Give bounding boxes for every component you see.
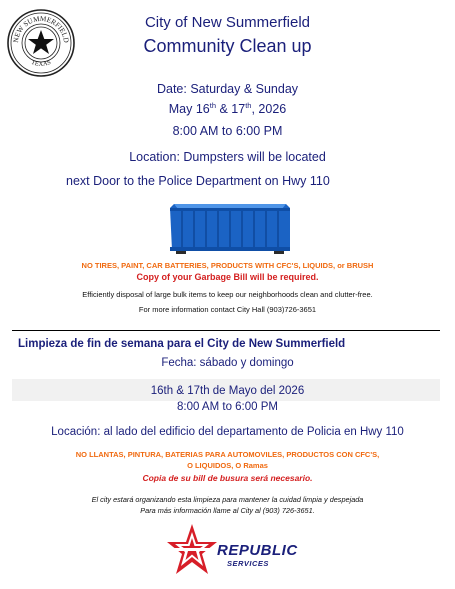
- seal-text-bottom: TEXAS: [30, 58, 52, 68]
- date-label: Date: Saturday & Sunday: [156, 82, 299, 96]
- english-purpose: Efficiently disposal of large bulk items to keep our neighborhoods clean and clutter-free.: [82, 290, 373, 299]
- page-title: City of New Summerfield: [144, 14, 311, 31]
- spanish-heading: Limpieza de fin de semana para el City de New Summerfield: [18, 338, 346, 350]
- location-line-2: next Door to the Police Department on Hwy 110: [66, 174, 330, 188]
- event-dates: [0, 102, 455, 116]
- republic-services-logo: [167, 522, 307, 580]
- spanish-time: 8:00 AM to 6:00 PM: [176, 401, 278, 413]
- spanish-location: Locación: al lado del edificio del departamento de Policia en Hwy 110: [51, 426, 404, 438]
- dumpster-image: [168, 198, 294, 256]
- event-time: 8:00 AM to 6:00 PM: [172, 124, 283, 138]
- dates-part-3: , 2026: [251, 102, 287, 116]
- seal-text-top: NEW SUMMERFIELD: [11, 14, 71, 44]
- dates-part-2: & 17: [216, 102, 246, 116]
- page-subtitle: Community Clean up: [143, 36, 312, 56]
- english-warning: NO TIRES, PAINT, CAR BATTERIES, PRODUCTS WITH CFC'S, LIQUIDS, or BRUSH: [81, 261, 374, 270]
- republic-star-icon: [167, 522, 217, 578]
- section-divider: [12, 330, 440, 331]
- spanish-purpose-line-2: Para más información llame al City al (903) 726-3651.: [140, 506, 315, 515]
- spanish-warning-line-1: NO LLANTAS, PINTURA, BATERIAS PARA AUTOMOVILES, PRODUCTOS CON CFC'S,: [75, 450, 380, 459]
- location-line-1: Location: Dumpsters will be located: [129, 150, 326, 164]
- dumpster-icon: [168, 198, 294, 256]
- english-contact: For more information contact City Hall (903)726-3651: [138, 305, 317, 314]
- spanish-date-label: Fecha: sábado y domingo: [161, 357, 294, 369]
- dates-part-1: May 16: [168, 102, 210, 116]
- english-bill-note: Copy of your Garbage Bill will be required.: [136, 272, 319, 282]
- logo-line-2: SERVICES: [227, 559, 269, 568]
- spanish-dates: 16th & 17th de Mayo del 2026: [150, 385, 305, 397]
- spanish-warning-line-2: O LIQUIDOS, O Ramas: [187, 461, 268, 470]
- dates-sup-2: th: [245, 100, 252, 110]
- logo-line-1: REPUBLIC: [217, 542, 298, 559]
- spanish-bill-note: Copia de su bill de busura será necesario.: [142, 473, 313, 483]
- dates-sup-1: th: [209, 100, 217, 110]
- spanish-purpose-line-1: El city estará organizando esta limpieza para mantener la cuidad limpia y despejada: [91, 495, 364, 504]
